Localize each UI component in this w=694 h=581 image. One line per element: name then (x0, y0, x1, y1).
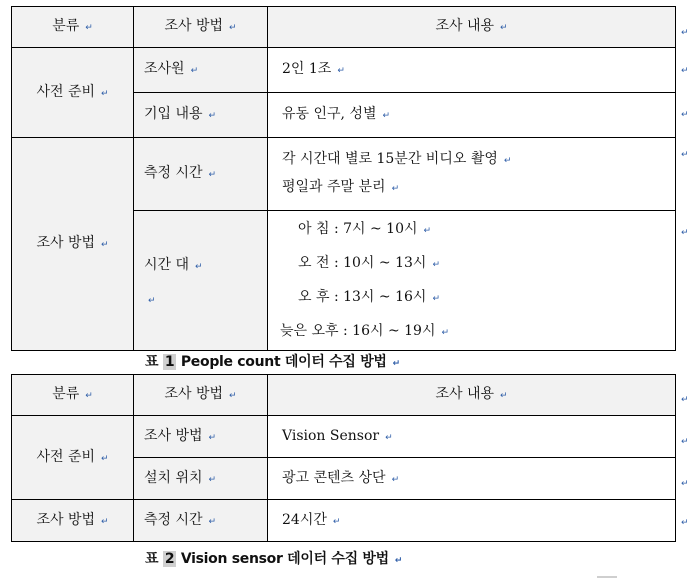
content-timeslots (268, 211, 676, 351)
row-end-mark: ↵ (681, 518, 689, 528)
table-header-row (12, 375, 676, 416)
header-content: 조사 내용 ↵ (268, 7, 676, 48)
content-measure: 24시간 ↵ (268, 500, 676, 542)
row-end-mark: ↵ (681, 479, 689, 489)
table-vision-sensor (11, 374, 676, 542)
row-end-mark: ↵ (681, 110, 689, 120)
row-end-mark: ↵ (681, 228, 689, 238)
content-record: 유동 인구, 성별 ↵ (268, 93, 676, 138)
category-survey: 조사 방법 ↵ (12, 500, 134, 542)
table-header-row (12, 7, 676, 48)
table-row (12, 500, 676, 542)
row-end-mark: ↵ (681, 437, 689, 447)
timeslot-item: 오 전 : 10시 ~ 13시 ↵ (298, 254, 440, 271)
header-method: 조사 방법 ↵ (134, 375, 268, 416)
row-end-mark: ↵ (681, 150, 689, 160)
category-prep: 사전 준비 ↵ (12, 48, 134, 138)
method-measure: 측정 시간 ↵ (134, 138, 268, 211)
header-content: 조사 내용 ↵ (268, 375, 676, 416)
table-row (12, 138, 676, 211)
content-surveyor: 2인 1조 ↵ (268, 48, 676, 93)
content-install: 광고 콘텐츠 상단 ↵ (268, 458, 676, 500)
timeslot-item: 늦은 오후 : 16시 ~ 19시 ↵ (280, 322, 450, 339)
method-sensor-type: 조사 방법 ↵ (134, 416, 268, 458)
content-measure (268, 138, 676, 211)
measure-line: 각 시간대 별로 15분간 비디오 촬영 ↵ (282, 151, 512, 167)
method-measure: 측정 시간 ↵ (134, 500, 268, 542)
row-end-mark: ↵ (681, 66, 689, 76)
table-row (12, 48, 676, 93)
table-caption-2: 표 2 Vision sensor 데이터 수집 방법 ↵ (145, 551, 403, 567)
method-install: 설치 위치 ↵ (134, 458, 268, 500)
header-category: 분류 ↵ (12, 375, 134, 416)
row-end-mark: ↵ (681, 395, 689, 405)
category-method: 조사 방법 ↵ (12, 138, 134, 351)
row-end-mark: ↵ (681, 28, 689, 38)
method-timeslot: 시간 대 ↵ ↵ (134, 211, 268, 351)
timeslot-item: 오 후 : 13시 ~ 16시 ↵ (298, 288, 440, 305)
table-people-count (11, 6, 676, 351)
header-method: 조사 방법 ↵ (134, 7, 268, 48)
method-record: 기입 내용 ↵ (134, 93, 268, 138)
table-caption-1: 표 1 People count 데이터 수집 방법 ↵ (145, 354, 400, 370)
table-row (12, 416, 676, 458)
measure-line: 평일과 주말 분리 ↵ (282, 179, 400, 195)
content-sensor-type: Vision Sensor ↵ (268, 416, 676, 458)
header-category: 분류 ↵ (12, 7, 134, 48)
method-surveyor: 조사원 ↵ (134, 48, 268, 93)
category-prep: 사전 준비 ↵ (12, 416, 134, 500)
page-divider (597, 576, 617, 578)
timeslot-item: 아 침 : 7시 ~ 10시 ↵ (298, 220, 432, 237)
